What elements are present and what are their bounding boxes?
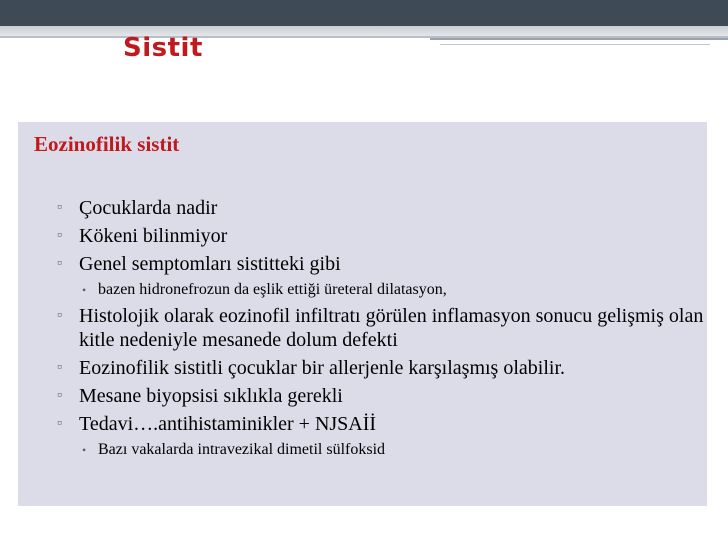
- top-band-highlight: [0, 26, 728, 36]
- bullet-marker-icon: ▫: [57, 388, 62, 403]
- list-item-text: Tedavi….antihistaminikler + NJSAİİ: [79, 413, 377, 435]
- list-item: [18, 250, 707, 278]
- decorative-line: [430, 38, 728, 40]
- slide-title: Sistit: [123, 33, 203, 63]
- sub-bullet-icon: •: [82, 283, 87, 297]
- list-item: [18, 410, 707, 438]
- bullet-marker-icon: ▫: [57, 228, 62, 243]
- sub-bullet-icon: •: [82, 443, 87, 457]
- bullet-marker-icon: ▫: [57, 416, 62, 431]
- list-item-text: Çocuklarda nadir: [79, 197, 218, 219]
- bullet-marker-icon: ▫: [57, 308, 62, 323]
- bullet-marker-icon: ▫: [57, 360, 62, 375]
- decorative-line: [440, 44, 710, 45]
- list-item: [18, 194, 707, 222]
- top-band: [0, 0, 728, 26]
- list-item-text: Eozinofilik sistitli çocuklar bir allerjenle karşılaşmış olabilir.: [79, 357, 565, 379]
- content-heading: Eozinofilik sistit: [34, 132, 180, 156]
- list-item-text: Kökeni bilinmiyor: [79, 225, 228, 247]
- bullet-marker-icon: ▫: [57, 256, 62, 271]
- bullet-list: [18, 194, 707, 462]
- sub-list-item: [18, 438, 707, 462]
- sub-list-item-text: bazen hidronefrozun da eşlik ettiği üreteral dilatasyon,: [98, 281, 447, 298]
- sub-list-item-text: Bazı vakalarda intravezikal dimetil sülfoksid: [98, 441, 386, 458]
- list-item-text: Mesane biyopsisi sıklıkla gerekli: [79, 385, 343, 407]
- content-box: [18, 122, 707, 506]
- list-item-text: Genel semptomları sistitteki gibi: [79, 253, 341, 275]
- list-item-text: Histolojik olarak eozinofil infiltratı görülen inflamasyon sonucu gelişmiş olan kitle nedeniyle mesanede dolum defekti: [79, 305, 704, 351]
- list-item: [18, 354, 707, 382]
- sub-list-item: [18, 278, 707, 302]
- bullet-marker-icon: ▫: [57, 200, 62, 215]
- list-item: [18, 382, 707, 410]
- list-item: [18, 222, 707, 250]
- list-item: [18, 302, 709, 354]
